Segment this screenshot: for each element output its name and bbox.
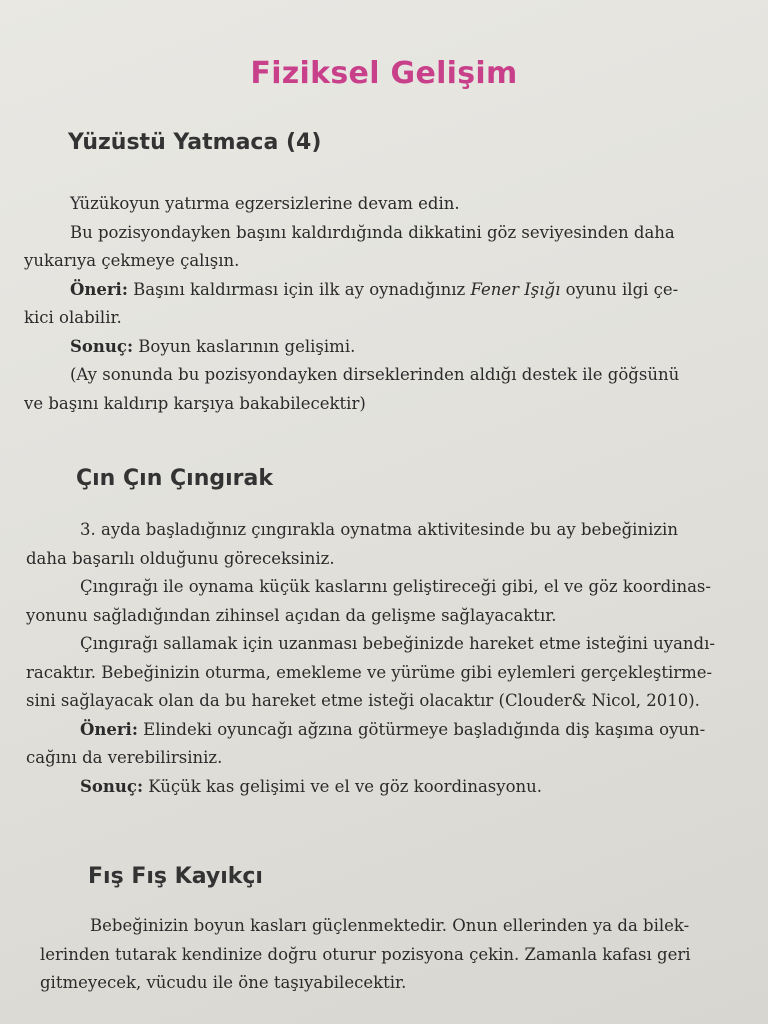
section-heading-kayikci: Fış Fış Kayıkçı [88,864,263,889]
body-line: Çıngırağı sallamak için uzanması bebeğinizde hareket etme isteğini uyandı- [80,634,715,653]
note-line: (Ay sonunda bu pozisyondayken dirseklerinden aldığı destek ile göğsünü [70,365,680,384]
section-heading-cingirak: Çın Çın Çıngırak [76,466,273,491]
sonuc-text: Küçük kas gelişimi ve el ve göz koordinasyonu. [143,776,543,796]
body-line: kici olabilir. [24,308,122,327]
body-line: cağını da verebilirsiniz. [26,748,223,767]
oneri-text: Elindeki oyuncağı ağzına götürmeye başladığında diş kaşıma oyun- [137,719,706,739]
body-line: Yüzükoyun yatırma egzersizlerine devam edin. [70,194,460,213]
body-line: racaktır. Bebeğinizin oturma, emekleme ve yürüme gibi eylemleri gerçekleştirme- [26,662,713,682]
body-line: gitmeyecek, vücudu ile öne taşıyabilecektir. [40,973,407,992]
body-line: lerinden tutarak kendinize doğru oturur pozisyona çekin. Zamanla kafası geri [40,944,691,964]
sonuc-label: Sonuç: [70,336,134,356]
page-title: Fiziksel Gelişim [250,56,518,91]
oneri-line [24,276,734,305]
section-body-yuzustu [24,190,734,418]
section-heading-yuzustu: Yüzüstü Yatmaca (4) [68,130,322,155]
body-line: Bu pozisyondayken başını kaldırdığında dikkatini göz seviyesinden daha [70,222,675,242]
note-line: ve başını kaldırıp karşıya bakabilecektir) [24,393,366,413]
oneri-game-name: Fener Işığı [470,279,561,299]
body-line: yonunu sağladığından zihinsel açıdan da gelişme sağlayacaktır. [26,605,557,625]
sonuc-line [24,333,734,362]
section-body-cingirak [26,516,738,801]
oneri-label: Öneri: [80,719,138,739]
body-line: daha başarılı olduğunu göreceksiniz. [26,548,335,568]
sonuc-text: Boyun kaslarının gelişimi. [133,336,356,356]
body-line: Çıngırağı ile oynama küçük kaslarını geliştireceği gibi, el ve göz koordinas- [80,577,711,596]
sonuc-label: Sonuç: [80,776,144,796]
section-body-kayikci [40,912,746,998]
body-line: yukarıya çekmeye çalışın. [24,251,240,270]
body-line: 3. ayda başladığınız çıngırakla oynatma aktivitesinde bu ay bebeğinizin [80,520,678,539]
body-line: Bebeğinizin boyun kasları güçlenmektedir. Onun ellerinden ya da bilek- [90,916,690,935]
sonuc-line [26,773,738,802]
oneri-text-pre: Başını kaldırması için ilk ay oynadığınız [127,279,471,299]
body-line: sini sağlayacak olan da bu hareket etme isteği olacaktır (Clouder& Nicol, 2010). [26,691,700,710]
oneri-text-post: oyunu ilgi çe- [560,279,679,299]
oneri-line [26,716,738,745]
oneri-label: Öneri: [70,279,128,299]
